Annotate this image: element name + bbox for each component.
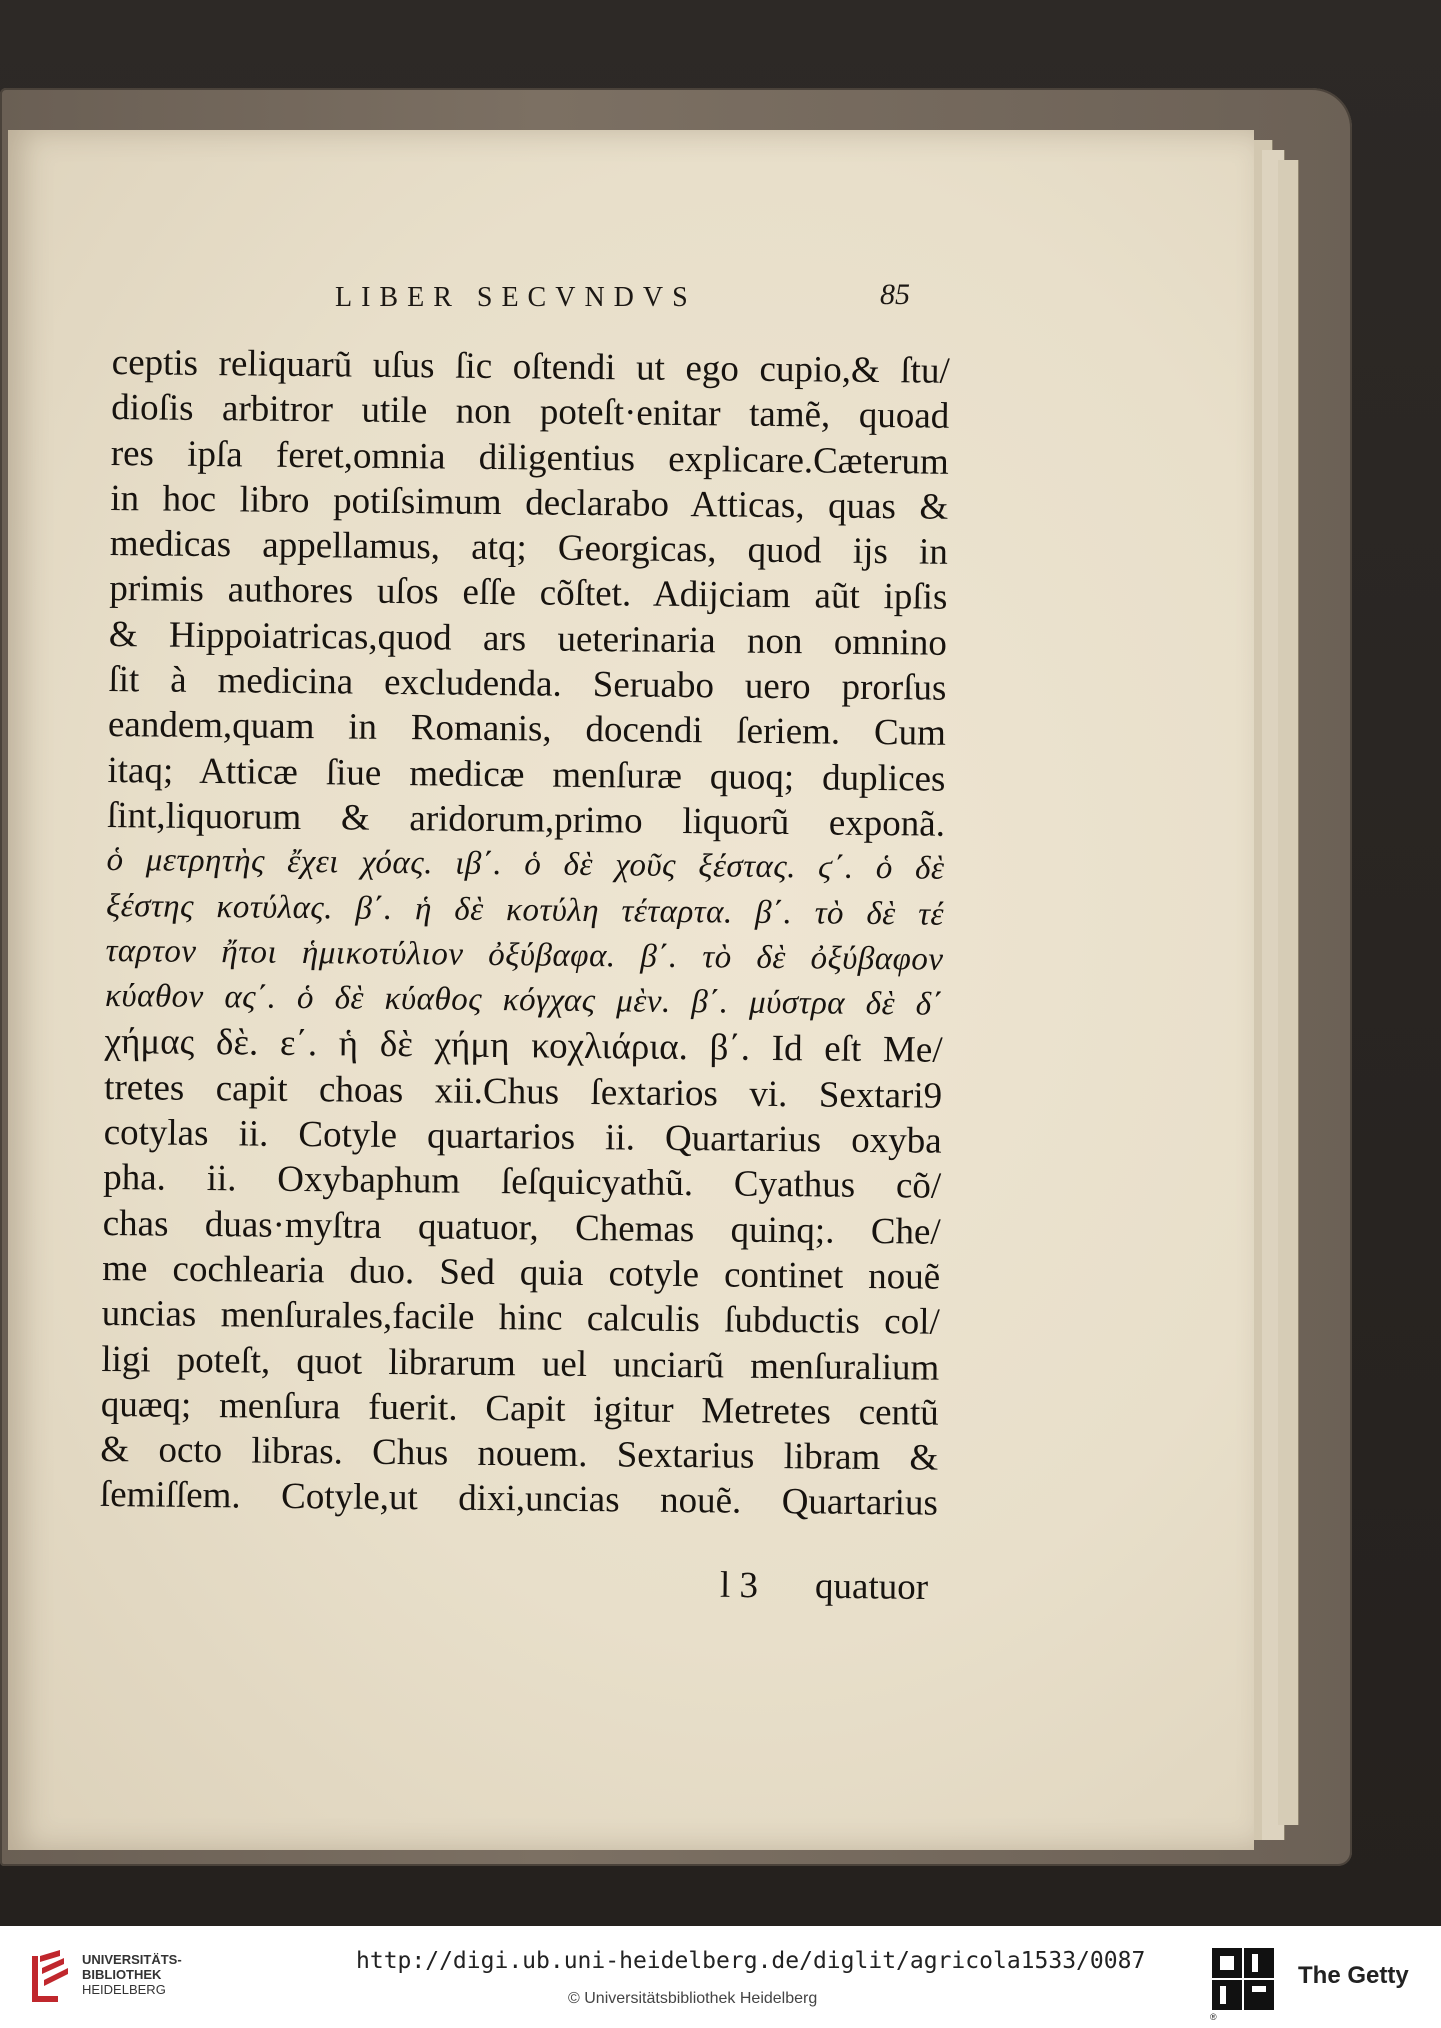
greek-text-line: κύαθον ας΄. ὁ δὲ κύαθος κόγχας μὲν. β΄. μύστρα δὲ δ΄ <box>104 978 944 1023</box>
registered-mark: ® <box>1210 2012 1217 2022</box>
text-line: quæq; menſura fuerit. Capit igitur Metretes centũ <box>100 1383 940 1434</box>
text-line: tretes capit choas xii.Chus ſextarios vi. Sextari9 <box>103 1066 943 1117</box>
text-line: me cochlearia duo. Sed quia cotyle continet nouẽ <box>102 1247 941 1298</box>
signature-mark: l 3 <box>719 1564 759 1607</box>
signature-row <box>720 1564 950 1612</box>
catchword: quatuor <box>814 1565 929 1608</box>
text-line: eandem,quam in Romanis, docendi ſeriem. Cum <box>107 704 947 755</box>
text-line: & octo libras. Chus nouem. Sextarius libram & <box>100 1429 939 1479</box>
text-line: ſemiſſem. Cotyle,ut dixi,uncias nouẽ. Quartarius <box>99 1474 939 1525</box>
text-line: ceptis reliquarũ uſus ſic oſtendi ut ego cupio,& ſtu/ <box>111 341 950 392</box>
page-edge <box>1278 160 1299 1825</box>
library-name: UNIVERSITÄTS- BIBLIOTHEK HEIDELBERG <box>82 1952 182 1997</box>
text-line: pha. ii. Oxybaphum ſeſquicyathũ. Cyathus cõ/ <box>103 1157 942 1208</box>
footer-bar <box>0 1926 1441 2028</box>
permalink-url[interactable]: http://digi.ub.uni-heidelberg.de/diglit/agricola1533/0087 <box>356 1948 1146 1974</box>
text-line: & Hippoiatricas,quod ars ueterinaria non omnino <box>108 613 948 664</box>
getty-name: The Getty <box>1298 1962 1409 1989</box>
text-line: medicas appellamus, atq; Georgicas, quod ijs in <box>109 523 949 573</box>
body-text <box>100 340 950 1526</box>
text-line: ligi poteſt, quot librarum uel unciarũ menſuralium <box>101 1338 940 1389</box>
greek-text-line: ὁ μετρητὴς ἔχει χόας. ιβ΄. ὁ δὲ χοῦς ξέστας. ϛ΄. ὁ δὲ <box>106 842 945 888</box>
text-line: uncias menſurales,facile hinc calculis ſubductis col/ <box>101 1293 940 1343</box>
copyright-notice: © Universitätsbibliothek Heidelberg <box>568 1990 818 2007</box>
text-line: chas duas·myſtra quatuor, Chemas quinq;. Che/ <box>102 1202 941 1253</box>
text-line: cotylas ii. Cotyle quartarios ii. Quartarius oxyba <box>103 1112 942 1162</box>
text-line: ſit à medicina excludenda. Seruabo uero prorſus <box>108 659 947 709</box>
greek-text-line: ξέστης κοτύλας. β΄. ἡ δὲ κοτύλη τέταρτα. β΄. τὸ δὲ τέ <box>105 887 945 933</box>
text-line: ſint,liquorum & aridorum,primo liquorũ exponã. <box>106 794 946 845</box>
greek-text-line: ταρτον ἤτοι ἡμικοτύλιον ὀξύβαφα. β΄. τὸ δὲ ὀξύβαφον <box>105 932 944 978</box>
text-line: itaq; Atticæ ſiue medicæ menſuræ quoq; duplices <box>107 749 946 800</box>
getty-logo-icon[interactable] <box>1212 1948 1274 2010</box>
text-line: χήμας δὲ. ε΄. ἡ δὲ χήμη κοχλιάρια. β΄. Id eſt Me/ <box>104 1021 943 1072</box>
page-number: 85 <box>880 278 910 311</box>
running-head: LIBER SECVNDVS <box>335 282 697 313</box>
text-line: dioſis arbitror utile non poteſt·enitar tamẽ, quoad <box>111 387 950 438</box>
text-line: in hoc libro potiſsimum declarabo Atticas, quas & <box>110 477 949 528</box>
text-line: res ipſa feret,omnia diligentius explicare.Cæterum <box>110 432 949 483</box>
university-library-logo-icon[interactable] <box>30 1948 74 2008</box>
text-line: primis authores uſos eſſe cõſtet. Adijciam aũt ipſis <box>109 568 948 619</box>
